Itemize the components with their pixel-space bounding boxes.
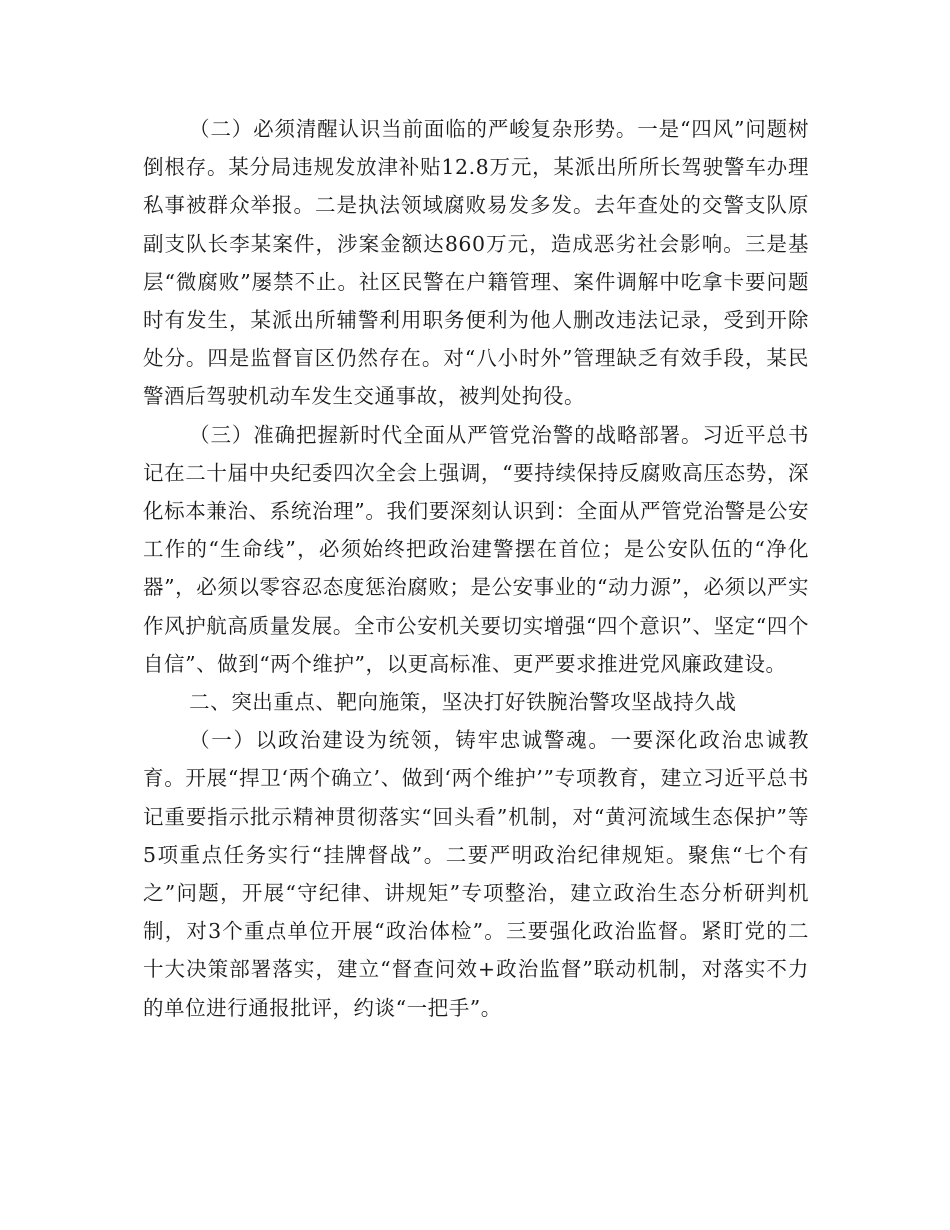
document-body	[143, 110, 809, 1027]
section-heading: 二、突出重点、靶向施策，坚决打好铁腕治警攻坚战持久战	[189, 690, 737, 715]
paragraph-political-building: （一）以政治建设为统领，铸牢忠诚警魂。一要深化政治忠诚教育。开展“捍卫‘两个确立’、做到‘两个维护’”专项教育，建立习近平总书记重要指示批示精神贯彻落实“回头看”机制，对“黄河流域生态保护”等5项重点任务实行“挂牌督战”。二要严明政治纪律规矩。聚焦“七个有之”问题，开展“守纪律、讲规矩”专项整治，建立政治生态分析研判机制，对3个重点单位开展“政治体检”。三要强化政治监督。紧盯党的二十大决策部署落实，建立“督查问效+政治监督”联动机制，对落实不力的单位进行通报批评，约谈“一把手”。	[143, 728, 809, 1020]
paragraph-situation: （二）必须清醒认识当前面临的严峻复杂形势。一是“四风”问题树倒根存。某分局违规发放津补贴12.8万元，某派出所所长驾驶警车办理私事被群众举报。二是执法领域腐败易发多发。去年查处的交警支队原副支队长李某案件，涉案金额达860万元，造成恶劣社会影响。三是基层“微腐败”屡禁不止。社区民警在户籍管理、案件调解中吃拿卡要问题时有发生，某派出所辅警利用职务便利为他人删改违法记录，受到开除处分。四是监督盲区仍然存在。对“八小时外”管理缺乏有效手段，某民警酒后驾驶机动车发生交通事故，被判处拘役。	[143, 117, 809, 409]
paragraph-strategy: （三）准确把握新时代全面从严管党治警的战略部署。习近平总书记在二十届中央纪委四次全会上强调，“要持续保持反腐败高压态势，深化标本兼治、系统治理”。我们要深刻认识到：全面从严管党治警是公安工作的“生命线”，必须始终把政治建警摆在首位；是公安队伍的“净化器”，必须以零容忍态度惩治腐败；是公安事业的“动力源”，必须以严实作风护航高质量发展。全市公安机关要切实增强“四个意识”、坚定“四个自信”、做到“两个维护”，以更高标准、更严要求推进党风廉政建设。	[143, 422, 809, 676]
